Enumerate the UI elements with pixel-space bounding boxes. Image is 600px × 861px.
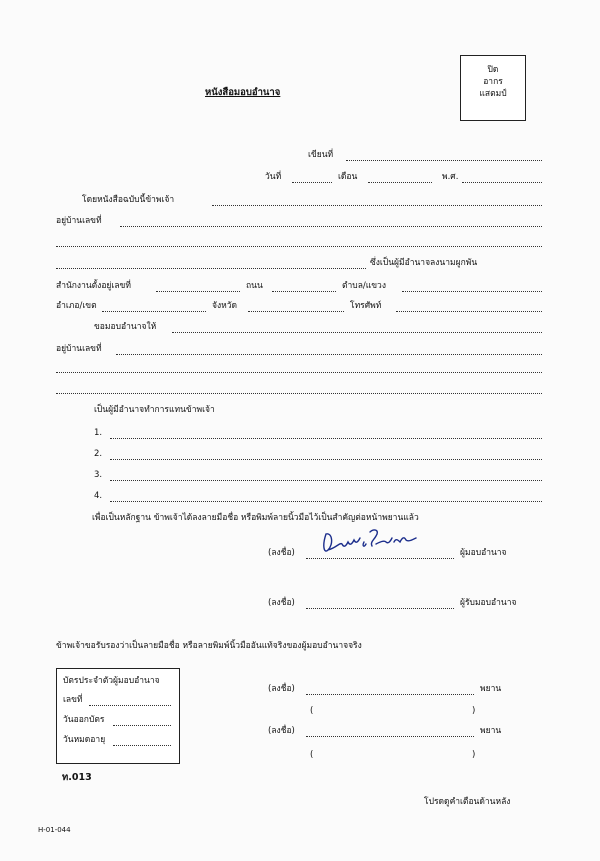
evidence-statement: เพื่อเป็นหลักฐาน ข้าพเจ้าได้ลงลายมือชื่อ หรือพิมพ์ลายนิ้วมือไว้เป็นสำคัญต่อหน้าพยานแล้ว <box>92 513 419 523</box>
stamp-box <box>460 55 526 121</box>
phone-field[interactable] <box>396 311 542 312</box>
district-field[interactable] <box>102 311 206 312</box>
written-at-label: เขียนที่ <box>308 150 334 160</box>
witness-sign-label: (ลงชื่อ) <box>268 726 295 736</box>
act-number: 1. <box>94 428 103 438</box>
province-field[interactable] <box>248 311 344 312</box>
act-field-4[interactable] <box>110 501 542 502</box>
district-label: อำเภอ/เขต <box>56 301 97 311</box>
province-label: จังหวัด <box>212 301 238 311</box>
grantor-address-field-2[interactable] <box>56 246 542 247</box>
id-issued-field[interactable] <box>113 725 171 726</box>
id-expiry-label: วันหมดอายุ <box>63 735 106 745</box>
grantee-address-label: อยู่บ้านเลขที่ <box>56 344 102 354</box>
id-number-label: เลขที่ <box>63 695 83 705</box>
id-expiry-field[interactable] <box>113 745 171 746</box>
stamp-line: อากร <box>483 77 503 87</box>
witness-close-paren: ) <box>472 750 476 760</box>
year-field[interactable] <box>462 182 542 183</box>
witness-open-paren: ( <box>310 750 314 760</box>
date-label: วันที่ <box>265 172 282 182</box>
office-label: สำนักงานตั้งอยู่เลขที่ <box>56 281 131 291</box>
act-number: 3. <box>94 470 103 480</box>
date-field[interactable] <box>292 182 332 183</box>
office-number-field[interactable] <box>156 291 240 292</box>
witness-close-paren: ) <box>472 706 476 716</box>
certification-statement: ข้าพเจ้าขอรับรองว่าเป็นลายมือชื่อ หรือลายพิมพ์นิ้วมืออันแท้จริงของผู้มอบอำนาจจริง <box>56 641 362 651</box>
stamp-line: แสตมป์ <box>479 89 507 99</box>
grantee-address-field-3[interactable] <box>56 393 542 394</box>
subdistrict-field[interactable] <box>402 291 542 292</box>
authorized-signer-label: ซึ่งเป็นผู้มีอำนาจลงนามผูกพัน <box>370 258 478 268</box>
grantee-signature-field[interactable] <box>306 608 454 609</box>
id-issued-label: วันออกบัตร <box>63 715 105 725</box>
subdistrict-label: ตำบล/แขวง <box>342 281 386 291</box>
act-field-1[interactable] <box>110 438 542 439</box>
sign-label: (ลงชื่อ) <box>268 598 295 608</box>
grantor-name-field[interactable] <box>212 205 542 206</box>
document-title: หนังสือมอบอำนาจ <box>205 87 281 98</box>
witness-1-signature-field[interactable] <box>306 694 474 695</box>
road-field[interactable] <box>272 291 336 292</box>
grantee-role: ผู้รับมอบอำนาจ <box>460 598 517 608</box>
witness-sign-label: (ลงชื่อ) <box>268 684 295 694</box>
witness-role: พยาน <box>480 726 502 736</box>
id-card-box <box>56 668 180 764</box>
month-label: เดือน <box>338 172 358 182</box>
grantee-name-field[interactable] <box>172 332 542 333</box>
written-at-field[interactable] <box>346 160 542 161</box>
act-number: 4. <box>94 491 103 501</box>
grantor-address-label: อยู่บ้านเลขที่ <box>56 216 102 226</box>
back-page-notice: โปรดดูคำเตือนด้านหลัง <box>424 797 511 807</box>
grantor-signature-field[interactable] <box>306 558 454 559</box>
document-id: H-01-044 <box>38 826 71 834</box>
witness-role: พยาน <box>480 684 502 694</box>
grantor-company-field[interactable] <box>56 268 366 269</box>
witness-open-paren: ( <box>310 706 314 716</box>
sign-label: (ลงชื่อ) <box>268 548 295 558</box>
grantee-address-field-2[interactable] <box>56 372 542 373</box>
grantor-address-field[interactable] <box>120 226 542 227</box>
grantor-signature <box>318 524 428 560</box>
id-number-field[interactable] <box>89 705 171 706</box>
grantor-role: ผู้มอบอำนาจ <box>460 548 507 558</box>
id-card-title: บัตรประจำตัวผู้มอบอำนาจ <box>63 676 160 686</box>
form-code: ท.013 <box>62 772 92 783</box>
month-field[interactable] <box>368 182 432 183</box>
grantor-intro: โดยหนังสือฉบับนี้ข้าพเจ้า <box>82 195 175 205</box>
act-number: 2. <box>94 449 103 459</box>
grantee-address-field[interactable] <box>116 354 542 355</box>
grantee-intro: ขอมอบอำนาจให้ <box>94 322 157 332</box>
year-label: พ.ศ. <box>442 172 459 182</box>
phone-label: โทรศัพท์ <box>350 301 382 311</box>
act-field-2[interactable] <box>110 459 542 460</box>
road-label: ถนน <box>246 281 263 291</box>
acts-intro: เป็นผู้มีอำนาจทำการแทนข้าพเจ้า <box>94 405 215 415</box>
witness-2-signature-field[interactable] <box>306 736 474 737</box>
act-field-3[interactable] <box>110 480 542 481</box>
stamp-line: ปิด <box>487 65 499 75</box>
